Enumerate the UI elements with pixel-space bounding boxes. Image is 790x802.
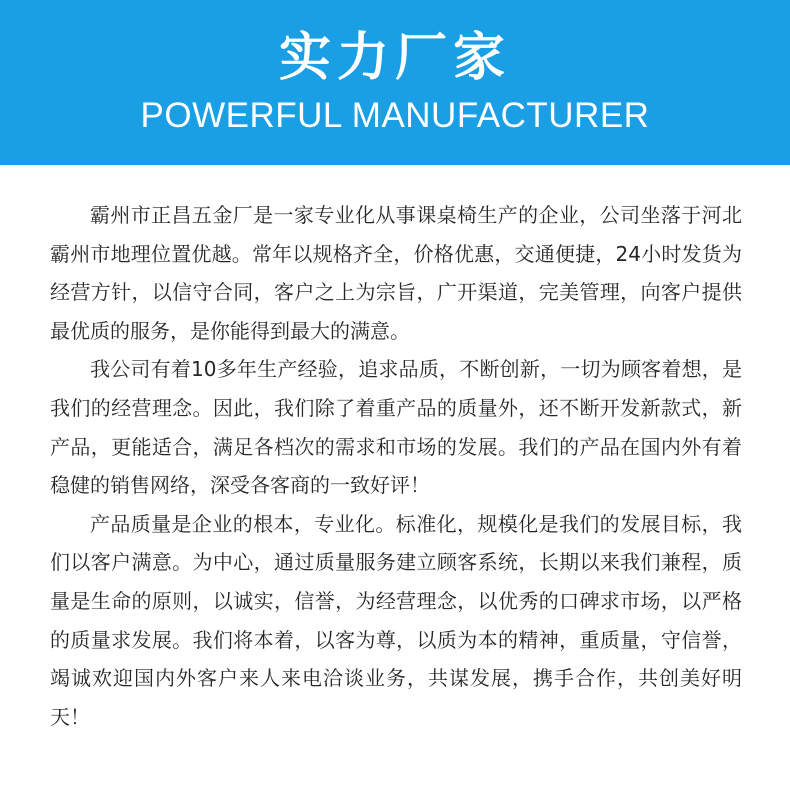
header-banner	[0, 0, 790, 165]
company-introduction	[50, 196, 742, 736]
banner-title-chinese: 实力厂家	[278, 28, 511, 88]
intro-paragraph-experience: 我公司有着10多年生产经验，追求品质，不断创新，一切为顾客着想，是我们的经营理念。因此，我们除了着重产品的质量外，还不断开发新款式，新产品，更能适合，满足各档次的需求和市场的发展。我们的产品在国内外有着稳健的销售网络，深受各客商的一致好评！	[50, 357, 742, 498]
intro-paragraph-quality: 产品质量是企业的根本，专业化。标准化，规模化是我们的发展目标，我们以客户满意。为中心，通过质量服务建立顾客系统，长期以来我们兼程，质量是生命的原则，以诚实，信誉，为经营理念，以优秀的口碑求市场，以严格的质量求发展。我们将本着，以客为尊，以质为本的精神，重质量，守信誉，竭诚欢迎国内外客户来人来电洽谈业务，共谋发展，携手合作，共创美好明天！	[50, 511, 742, 729]
banner-title-english: POWERFUL MANUFACTURER	[140, 96, 650, 135]
intro-paragraph-company-profile: 霸州市正昌五金厂是一家专业化从事课桌椅生产的企业，公司坐落于河北霸州市地理位置优越。常年以规格齐全，价格优惠，交通便捷，24小时发货为经营方针，以信守合同，客户之上为宗旨，广开渠道，完美管理，向客户提供最优质的服务，是你能得到最大的满意。	[50, 203, 742, 343]
